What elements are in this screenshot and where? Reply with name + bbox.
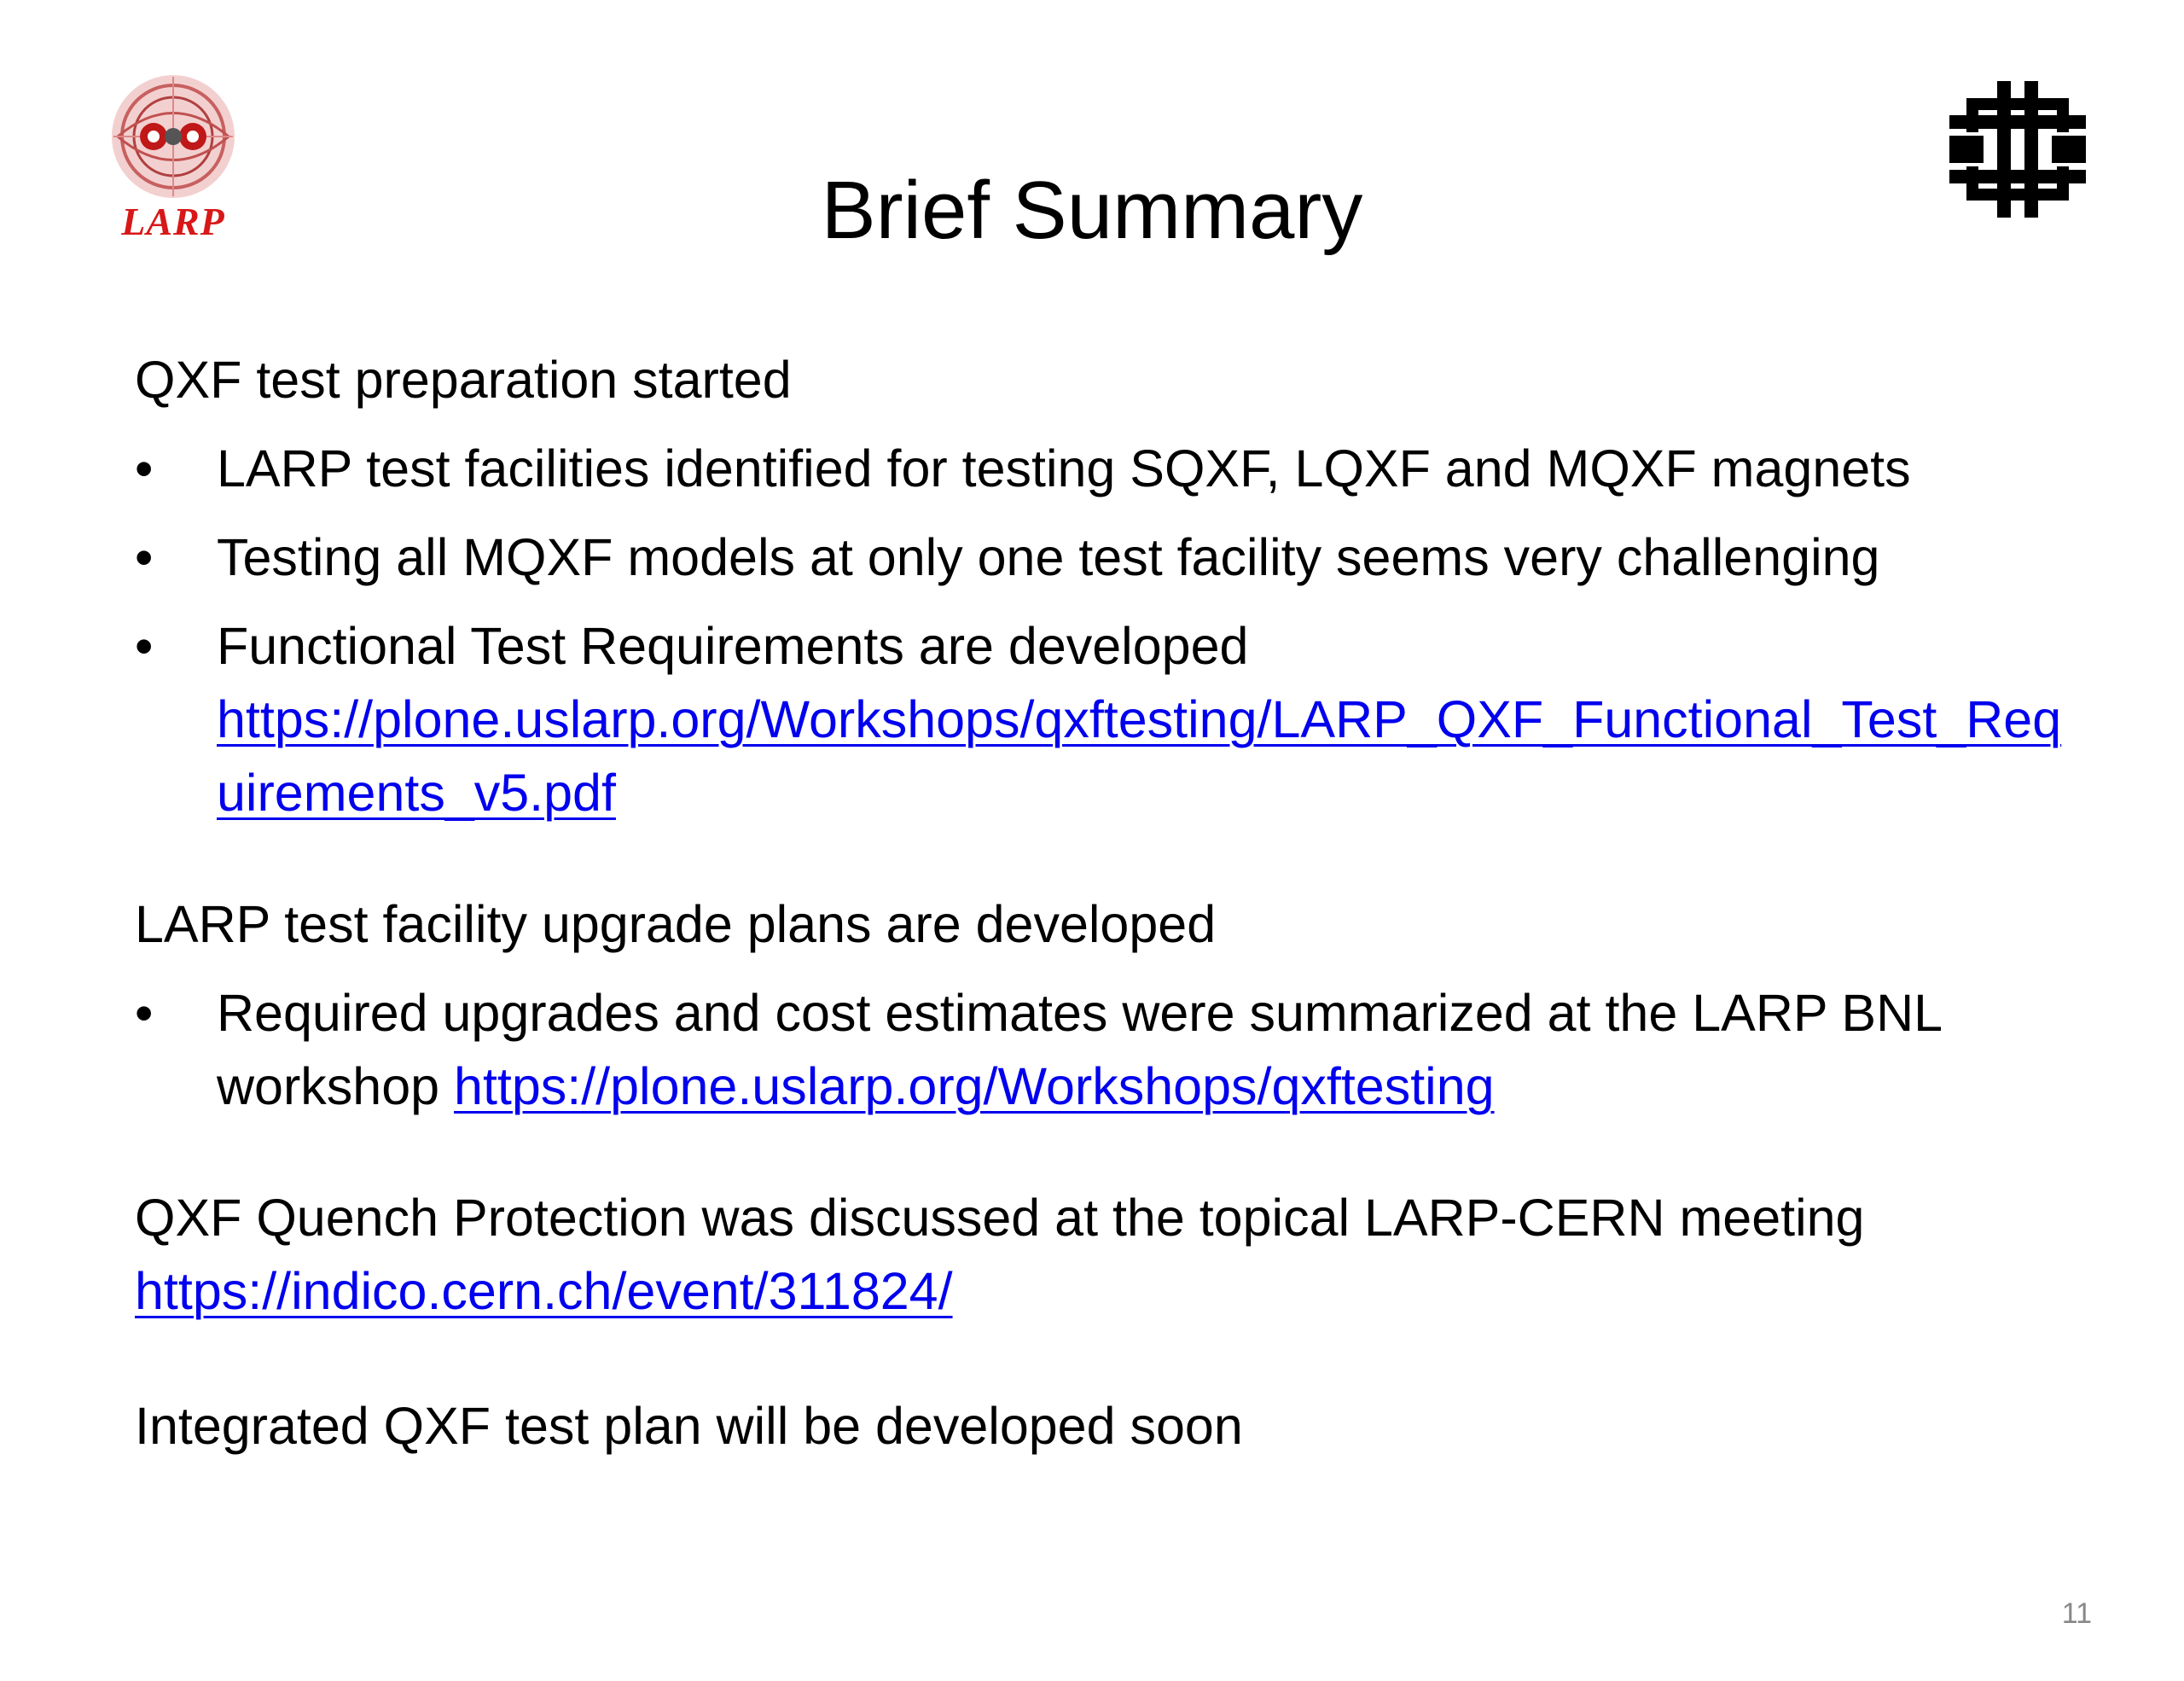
section-heading: LARP test facility upgrade plans are developed: [135, 895, 1217, 953]
bullet-text: LARP test facilities identified for testing SQXF, LQXF and MQXF magnets: [217, 439, 1911, 497]
bullet-marker: •: [135, 984, 154, 1042]
slide-title: Brief Summary: [821, 165, 1363, 256]
bullet-text: Testing all MQXF models at only one test facility seems very challenging: [217, 528, 1880, 586]
workshop-link[interactable]: https://plone.uslarp.org/Workshops/qxftesting: [454, 1057, 1495, 1115]
bullet-content: [217, 976, 2068, 1123]
larp-logo-text: LARP: [121, 200, 225, 243]
bullet-text: Required upgrades and cost estimates were summarized at the LARP BNL: [217, 984, 1943, 1042]
bullet-text: Functional Test Requirements are developed: [217, 617, 1249, 675]
bullet-marker: •: [135, 617, 154, 675]
section-heading: QXF Quench Protection was discussed at the topical LARP-CERN meeting: [135, 1189, 1865, 1247]
bullet-marker: •: [135, 439, 154, 497]
section-heading: Integrated QXF test plan will be developed soon: [135, 1397, 1243, 1455]
section-heading: QXF test preparation started: [135, 351, 792, 409]
bullet-text: workshop: [217, 1057, 455, 1115]
functional-test-requirements-link[interactable]: https://plone.uslarp.org/Workshops/qxftesting/LARP_QXF_Functional_Test_Requirements_v5.pdf: [217, 690, 2062, 822]
bullet-marker: •: [135, 528, 154, 586]
page-number: 11: [2061, 1597, 2092, 1630]
bullet-content: [217, 609, 2068, 829]
indico-event-link[interactable]: https://indico.cern.ch/event/311824/: [135, 1262, 953, 1320]
